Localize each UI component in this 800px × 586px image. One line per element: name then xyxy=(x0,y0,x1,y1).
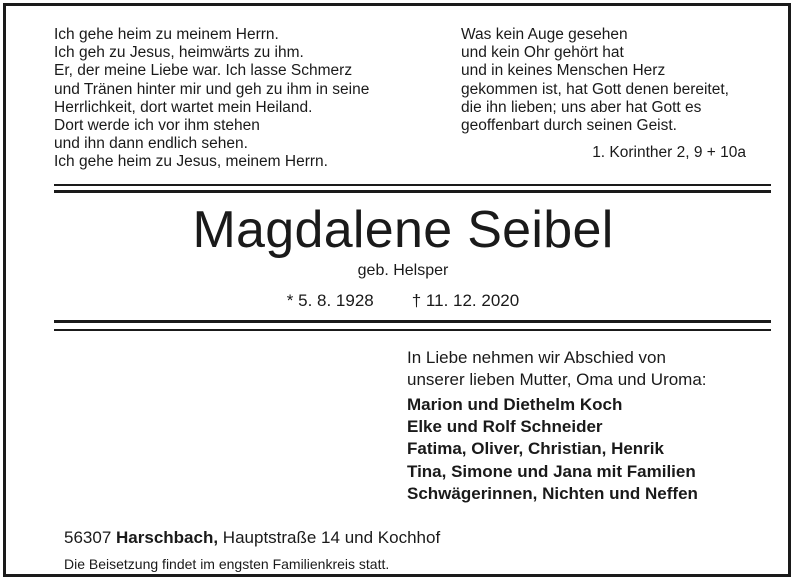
mourner-entry: Tina, Simone und Jana mit Familien xyxy=(407,461,696,481)
mourner-entry: Schwägerinnen, Nichten und Neffen xyxy=(407,483,698,503)
poem-left-line: Herrlichkeit, dort wartet mein Heiland. xyxy=(54,98,313,116)
poem-left-line: Er, der meine Liebe war. Ich lasse Schmerz xyxy=(54,62,353,80)
life-dates xyxy=(6,291,800,311)
poem-left xyxy=(54,26,424,172)
poem-left-line: und ihn dann endlich sehen. xyxy=(54,135,248,153)
poem-left-line: Ich gehe heim zu Jesus, meinem Herrn. xyxy=(54,153,328,171)
poem-left-line: und Tränen hinter mir und geh zu ihm in seine xyxy=(54,80,370,98)
bible-verse-line: und in keines Menschen Herz xyxy=(461,62,666,80)
divider-top-thin xyxy=(54,184,771,186)
bible-verse-line: und kein Ohr gehört hat xyxy=(461,44,624,62)
bible-verse-line: die ihn lieben; uns aber hat Gott es xyxy=(461,98,702,116)
maiden-name: geb. Helsper xyxy=(357,262,449,279)
farewell-intro-line: unserer lieben Mutter, Oma und Uroma: xyxy=(407,370,707,389)
obituary-frame xyxy=(3,3,791,577)
bible-verse-line: gekommen ist, hat Gott denen bereitet, xyxy=(461,80,729,98)
farewell-intro-line: In Liebe nehmen wir Abschied von xyxy=(407,348,666,367)
address xyxy=(64,528,440,548)
mourners-list xyxy=(407,394,787,505)
divider-bottom-thin xyxy=(54,329,771,331)
poem-left-line: Dort werde ich vor ihm stehen xyxy=(54,117,260,135)
address-town: Harschbach, xyxy=(116,528,219,547)
poem-left-line: Ich geh zu Jesus, heimwärts zu ihm. xyxy=(54,44,304,62)
mourner-entry: Marion und Diethelm Koch xyxy=(407,395,623,414)
deceased-name: Magdalene Seibel xyxy=(192,201,614,259)
birth-date: * 5. 8. 1928 xyxy=(286,291,374,310)
farewell-intro xyxy=(407,347,787,391)
divider-top-thick xyxy=(54,190,771,193)
death-date: † 11. 12. 2020 xyxy=(411,291,520,310)
verse-reference: 1. Korinther 2, 9 + 10a xyxy=(592,144,746,161)
poem-left-line: Ich gehe heim zu meinem Herrn. xyxy=(54,26,279,43)
funeral-note: Die Beisetzung findet im engsten Familienkreis statt. xyxy=(64,556,390,572)
bible-verse xyxy=(461,26,761,135)
bible-verse-line: geoffenbart durch seinen Geist. xyxy=(461,117,677,135)
address-street: Hauptstraße 14 und Kochhof xyxy=(222,528,441,547)
bible-verse-line: Was kein Auge gesehen xyxy=(461,26,628,43)
address-zip: 56307 xyxy=(64,528,112,547)
mourner-entry: Elke und Rolf Schneider xyxy=(407,417,603,437)
mourner-entry: Fatima, Oliver, Christian, Henrik xyxy=(407,439,664,459)
divider-bottom-thick xyxy=(54,320,771,323)
